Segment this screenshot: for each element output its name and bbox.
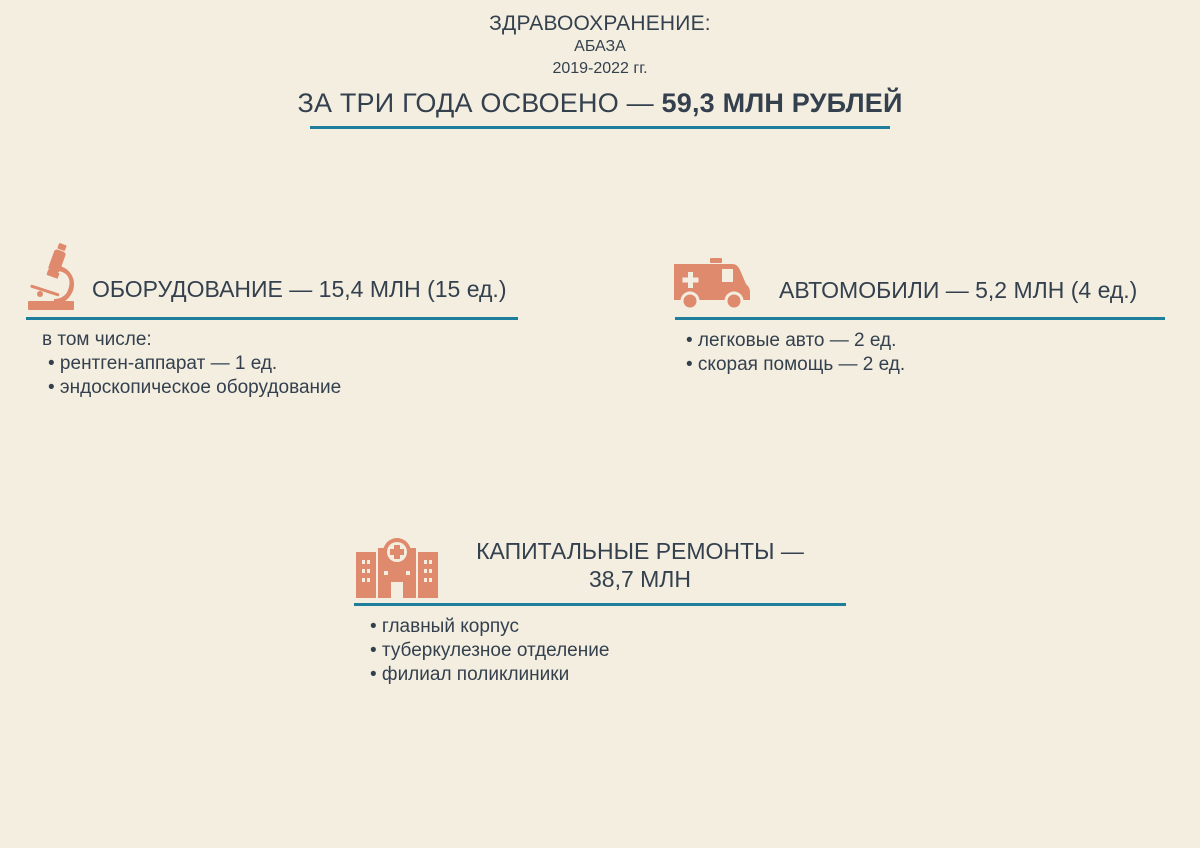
microscope-icon	[26, 244, 78, 310]
list-item: • эндоскопическое оборудование	[48, 377, 342, 398]
total-prefix: ЗА ТРИ ГОДА ОСВОЕНО —	[297, 88, 654, 118]
list-item: • туберкулезное отделение	[370, 640, 610, 661]
equipment-intro: в том числе:	[42, 329, 152, 350]
period: 2019-2022 гг.	[552, 60, 648, 77]
equipment-title: ОБОРУДОВАНИЕ — 15,4 МЛН (15 ед.)	[92, 276, 507, 302]
hospital-icon	[356, 538, 438, 598]
page-title: ЗДРАВООХРАНЕНИЕ:	[489, 12, 711, 35]
total-value: 59,3 МЛН РУБЛЕЙ	[661, 88, 903, 118]
equipment-list	[42, 328, 341, 400]
city-name: АБАЗА	[574, 38, 626, 55]
list-item: • рентген-аппарат — 1 ед.	[48, 353, 278, 374]
repairs-title	[440, 537, 840, 593]
list-item: • филиал поликлиники	[370, 664, 570, 685]
total-summary	[0, 88, 1200, 119]
repairs-underline	[354, 603, 846, 606]
repairs-title-line2: 38,7 МЛН	[588, 566, 692, 592]
vehicles-underline	[675, 317, 1165, 320]
ambulance-icon	[674, 258, 750, 310]
repairs-list	[370, 615, 609, 687]
vehicles-title: АВТОМОБИЛИ — 5,2 МЛН (4 ед.)	[779, 277, 1138, 303]
vehicles-list	[686, 329, 905, 377]
list-item: • легковые авто — 2 ед.	[686, 330, 897, 351]
list-item: • скорая помощь — 2 ед.	[686, 354, 906, 375]
repairs-title-line1: КАПИТАЛЬНЫЕ РЕМОНТЫ —	[476, 538, 804, 564]
header-underline	[310, 126, 890, 129]
equipment-underline	[26, 317, 518, 320]
list-item: • главный корпус	[370, 616, 519, 637]
